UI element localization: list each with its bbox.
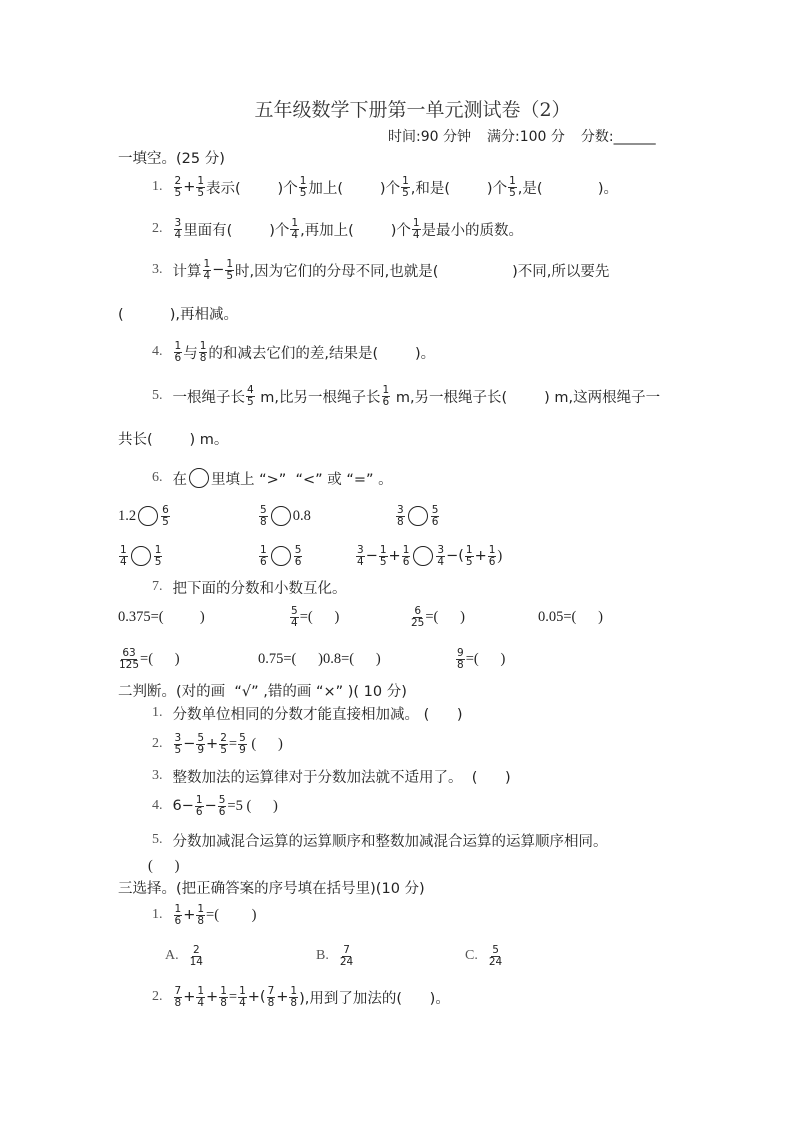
fraction: [174, 341, 183, 363]
numerator: 3: [397, 504, 404, 516]
denominator: 6: [218, 805, 226, 818]
line-r7b: [289, 606, 339, 628]
text: +: [388, 548, 401, 564]
denominator: 6: [174, 914, 182, 927]
text: −: [365, 548, 378, 564]
question-number: 2.: [152, 221, 163, 236]
fraction: [174, 904, 183, 926]
fraction: [196, 176, 205, 198]
denominator: 8: [197, 914, 205, 927]
denominator: 25: [411, 616, 425, 629]
fraction: [259, 505, 268, 527]
compare-circle-icon: [189, 468, 209, 488]
numerator: 6: [162, 504, 169, 516]
denominator: 5: [465, 555, 473, 568]
text: 二判断。(对的画 “√” ,错的画 “×” )( 10 分): [118, 683, 407, 700]
text: m,另一根绳子长( ) m,这两根绳子一: [391, 389, 661, 406]
fraction: [196, 733, 205, 755]
compare-circle-icon: [271, 546, 291, 566]
fraction: [196, 986, 205, 1008]
text: 把下面的分数和小数互化。: [172, 580, 347, 597]
numerator: 5: [294, 544, 302, 556]
denominator: 6: [260, 555, 267, 568]
denominator: 5: [174, 186, 182, 199]
question-number: 5.: [152, 388, 163, 403]
exam-info: [388, 126, 656, 146]
line-x1a: [165, 945, 204, 967]
fraction: [411, 606, 424, 628]
text: 在: [172, 471, 187, 488]
question-number: 1.: [152, 907, 163, 922]
denominator: 5: [379, 555, 387, 568]
fraction: [219, 986, 228, 1008]
line-s2_head: [118, 679, 407, 701]
fraction: [174, 176, 183, 198]
line-j5b: [148, 855, 179, 877]
text: 表示( )个: [206, 180, 298, 197]
text: −(: [446, 548, 464, 564]
text: 0.05=( ): [538, 608, 603, 625]
text: +: [206, 736, 219, 752]
fraction: [219, 733, 228, 755]
numerator: 1: [412, 217, 420, 229]
text: 三选择。(把正确答案的序号填在括号里)(10 分): [118, 880, 425, 897]
fraction: [401, 176, 410, 198]
denominator: 8: [199, 351, 207, 364]
numerator: 5: [218, 794, 226, 806]
fraction: [379, 545, 388, 567]
denominator: 8: [220, 996, 227, 1009]
numerator: 1: [197, 175, 205, 187]
text: 计算: [172, 263, 202, 280]
denominator: 6: [402, 555, 410, 568]
denominator: 5: [162, 515, 169, 528]
denominator: 24: [488, 955, 503, 968]
numerator: 1: [402, 544, 410, 556]
fraction: [356, 545, 365, 567]
fraction: [119, 648, 139, 670]
numerator: 1: [379, 544, 387, 556]
text: +(: [247, 989, 266, 1005]
fraction: [225, 259, 234, 281]
line-j5: [152, 829, 608, 851]
denominator: 6: [294, 555, 302, 568]
text: 里面有( )个: [183, 222, 290, 239]
fraction: [299, 176, 308, 198]
numerator: 7: [267, 985, 275, 997]
denominator: 8: [260, 515, 267, 528]
fraction: [382, 385, 391, 407]
numerator: 1: [402, 175, 409, 187]
line-x1b: [316, 945, 354, 967]
denominator: 5: [402, 186, 409, 199]
fraction: [402, 545, 411, 567]
line-j2: [152, 733, 283, 755]
text: −: [183, 736, 196, 752]
line-q5b: [118, 427, 228, 449]
text: ,是( )。: [517, 180, 618, 197]
fraction: [246, 385, 255, 407]
denominator: 125: [119, 658, 140, 671]
denominator: 5: [174, 743, 182, 756]
compare-circle-icon: [131, 546, 151, 566]
fraction: [190, 945, 203, 967]
denominator: 6: [174, 351, 182, 364]
numerator: 7: [343, 944, 350, 956]
line-r7d: [538, 606, 603, 628]
question-number: 6.: [152, 470, 163, 485]
fraction: [238, 986, 247, 1008]
text: +: [276, 989, 289, 1005]
denominator: 4: [239, 996, 246, 1009]
denominator: 8: [174, 996, 182, 1009]
numerator: 1: [197, 985, 205, 997]
question-number: 4.: [152, 344, 163, 359]
text: =( ): [206, 906, 257, 923]
denominator: 5: [154, 555, 162, 568]
fraction: [412, 218, 421, 240]
text: −: [212, 262, 225, 278]
line-q4: [152, 341, 435, 363]
text: 1.2: [118, 507, 137, 524]
fraction: [508, 176, 517, 198]
fraction: [465, 545, 474, 567]
question-number: 2.: [152, 989, 163, 1004]
fraction: [489, 945, 502, 967]
denominator: 8: [267, 996, 275, 1009]
question-number: 7.: [152, 579, 163, 594]
text: 6−: [172, 798, 194, 814]
denominator: 6: [195, 805, 203, 818]
denominator: 4: [412, 228, 420, 241]
denominator: 6: [488, 555, 496, 568]
fraction: [161, 505, 170, 527]
question-number: 1.: [152, 705, 163, 720]
line-q1: [152, 176, 618, 198]
line-j4: [152, 795, 278, 817]
text: =( ): [140, 650, 180, 667]
text: +: [474, 548, 487, 564]
line-x1c: [465, 945, 503, 967]
numerator: 1: [174, 903, 182, 915]
text: 一填空。(25 分): [118, 150, 225, 167]
fraction: [340, 945, 353, 967]
numerator: 1: [226, 258, 234, 270]
numerator: 4: [247, 384, 254, 396]
text: 里填上 “>” “<” 或 “=” 。: [211, 471, 393, 488]
line-r6b: [258, 505, 311, 527]
line-r6f: [355, 545, 502, 567]
fraction: [294, 545, 303, 567]
text: 一根绳子长: [172, 389, 245, 406]
text: 0.75=( )0.8=( ): [258, 650, 381, 667]
text: +: [206, 989, 219, 1005]
fraction: [290, 218, 299, 240]
text: =( ): [425, 608, 465, 625]
denominator: 6: [431, 515, 439, 528]
numerator: 1: [290, 985, 298, 997]
text: −: [204, 798, 217, 814]
numerator: 1: [382, 384, 390, 396]
text: ,和是( )个: [410, 180, 508, 197]
text: 整数加法的运算律对于分数加法就不适用了。 ( ): [172, 769, 511, 786]
denominator: 5: [220, 743, 227, 756]
text: 与: [183, 345, 198, 362]
numerator: 5: [431, 504, 439, 516]
denominator: 5: [226, 269, 234, 282]
text: +: [183, 907, 196, 923]
full-score: 满分:100 分: [486, 129, 565, 145]
denominator: 14: [189, 955, 203, 968]
fraction: [218, 795, 227, 817]
question-number: 2.: [152, 736, 163, 751]
text: ,再加上( )个: [300, 222, 411, 239]
fraction: [290, 606, 299, 628]
line-r7e: [118, 648, 180, 670]
fraction: [396, 505, 405, 527]
text: =( ): [465, 650, 506, 667]
denominator: 4: [203, 269, 211, 282]
numerator: 3: [174, 732, 182, 744]
denominator: 8: [457, 658, 464, 671]
line-r7c: [410, 606, 465, 628]
fraction: [174, 986, 183, 1008]
numerator: 5: [492, 944, 499, 956]
line-q7: [152, 576, 347, 598]
text: 0.375=( ): [118, 608, 205, 625]
denominator: 6: [382, 395, 390, 408]
numerator: 1: [220, 985, 227, 997]
line-s1_head: [118, 146, 225, 168]
fraction: [174, 218, 183, 240]
numerator: 3: [174, 217, 182, 229]
question-number: 1.: [152, 179, 163, 194]
numerator: 1: [509, 175, 516, 187]
line-r6d: [118, 545, 163, 567]
numerator: 5: [197, 732, 205, 744]
line-q3b: [118, 302, 238, 324]
compare-circle-icon: [271, 506, 291, 526]
text: +: [183, 989, 196, 1005]
numerator: 2: [174, 175, 182, 187]
compare-circle-icon: [413, 546, 433, 566]
denominator: 9: [197, 743, 205, 756]
fraction: [238, 733, 247, 755]
text: 是最小的质数。: [421, 222, 524, 239]
numerator: 5: [260, 504, 267, 516]
question-number: C.: [465, 948, 478, 963]
denominator: 5: [197, 186, 205, 199]
denominator: 5: [509, 186, 516, 199]
text: =: [228, 735, 238, 752]
denominator: 4: [291, 616, 298, 629]
denominator: 9: [239, 743, 246, 756]
text: 分数单位相同的分数才能直接相加减。 ( ): [172, 706, 463, 723]
numerator: 1: [203, 258, 211, 270]
text: ( ): [148, 857, 180, 874]
numerator: 5: [291, 605, 298, 617]
line-j3: [152, 765, 511, 787]
text: ): [497, 547, 503, 564]
numerator: 6: [414, 605, 422, 617]
question-number: 3.: [152, 262, 163, 277]
denominator: 4: [437, 555, 445, 568]
numerator: 5: [239, 732, 246, 744]
page-title: 五年级数学下册第一单元测试卷（2）: [254, 99, 571, 121]
text: 时,因为它们的分母不同,也就是( )不同,所以要先: [235, 263, 610, 280]
text: 0.8: [292, 507, 311, 524]
line-r6c: [395, 505, 440, 527]
numerator: 9: [457, 647, 464, 659]
numerator: 1: [465, 544, 473, 556]
numerator: 1: [299, 175, 307, 187]
line-j1: [152, 702, 463, 724]
numerator: 1: [260, 544, 267, 556]
denominator: 8: [397, 515, 404, 528]
denominator: 4: [120, 555, 127, 568]
fraction: [259, 545, 268, 567]
text: m,比另一根绳子长: [255, 389, 381, 406]
line-r7f: [258, 648, 381, 670]
question-number: B.: [316, 948, 329, 963]
fraction: [267, 986, 276, 1008]
text: =( ): [299, 608, 340, 625]
line-r6e: [258, 545, 303, 567]
numerator: 2: [220, 732, 227, 744]
numerator: 1: [488, 544, 496, 556]
numerator: 3: [357, 544, 364, 556]
text: 共长( ) m。: [118, 431, 229, 448]
line-q2: [152, 218, 523, 240]
fraction: [488, 545, 497, 567]
denominator: 5: [247, 395, 254, 408]
numerator: 7: [174, 985, 182, 997]
line-r6a: [118, 505, 171, 527]
fraction: [436, 545, 445, 567]
line-q5: [152, 385, 660, 407]
denominator: 24: [339, 955, 354, 968]
text: 分数加减混合运算的运算顺序和整数加减混合运算的运算顺序相同。: [172, 833, 608, 850]
line-r7g: [455, 648, 505, 670]
text: =5 ( ): [227, 797, 278, 814]
denominator: 8: [290, 996, 298, 1009]
line-x2: [152, 986, 450, 1008]
text: 的和减去它们的差,结果是( )。: [208, 345, 436, 362]
compare-circle-icon: [138, 506, 158, 526]
text: ( ),再相减。: [118, 306, 239, 323]
numerator: 3: [437, 544, 445, 556]
text: 加上( )个: [308, 180, 401, 197]
fraction: [154, 545, 163, 567]
fraction: [174, 733, 183, 755]
line-q3: [152, 259, 609, 281]
compare-circle-icon: [408, 506, 428, 526]
text: =: [228, 988, 238, 1005]
text: ),用到了加法的( )。: [299, 990, 450, 1007]
numerator: 1: [197, 903, 205, 915]
denominator: 4: [357, 555, 364, 568]
line-q6: [152, 467, 393, 489]
question-number: 5.: [152, 832, 163, 847]
fraction: [203, 259, 212, 281]
fraction: [195, 795, 204, 817]
fraction: [431, 505, 440, 527]
numerator: 1: [199, 340, 207, 352]
fraction: [196, 904, 205, 926]
numerator: 1: [195, 794, 203, 806]
question-number: 3.: [152, 768, 163, 783]
denominator: 4: [197, 996, 205, 1009]
question-number: 4.: [152, 798, 163, 813]
numerator: 1: [239, 985, 246, 997]
numerator: 63: [122, 647, 136, 659]
denominator: 4: [291, 228, 299, 241]
line-x1: [152, 904, 257, 926]
numerator: 1: [120, 544, 127, 556]
denominator: 5: [299, 186, 307, 199]
denominator: 4: [174, 228, 182, 241]
time-limit: 时间:90 分钟: [388, 129, 471, 145]
fraction: [289, 986, 298, 1008]
numerator: 1: [291, 217, 299, 229]
question-number: A.: [165, 948, 179, 963]
line-s3_head: [118, 876, 425, 898]
text: +: [183, 179, 196, 195]
fraction: [119, 545, 128, 567]
fraction: [456, 648, 465, 670]
text: ( ): [247, 735, 283, 752]
fraction: [199, 341, 208, 363]
numerator: 1: [154, 544, 162, 556]
line-r7a: [118, 606, 205, 628]
numerator: 1: [174, 340, 182, 352]
numerator: 2: [192, 944, 200, 956]
score-field[interactable]: 分数:______: [580, 129, 656, 145]
